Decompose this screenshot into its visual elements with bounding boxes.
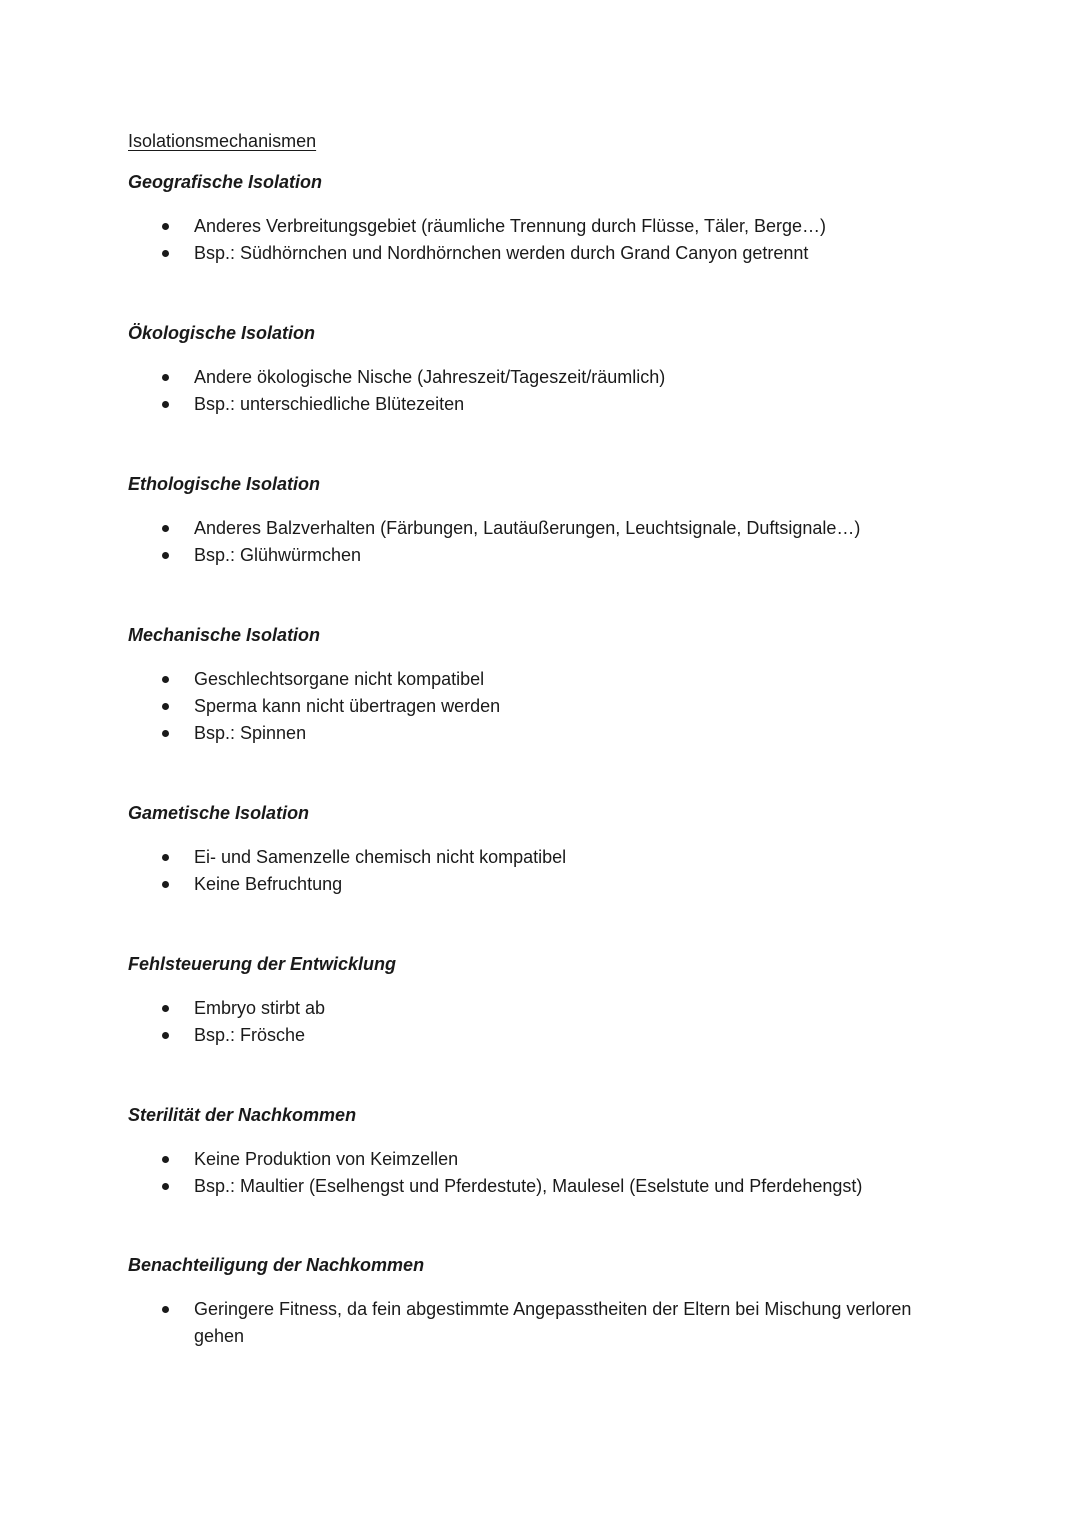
document-title: Isolationsmechanismen [128, 131, 317, 151]
list-item-text: Andere ökologische Nische (Jahreszeit/Tageszeit/räumlich) [194, 367, 666, 387]
bullet-list [128, 666, 948, 747]
bullet-icon [162, 703, 169, 710]
section-heading: Ökologische Isolation [128, 323, 316, 343]
section-oekologische-isolation [128, 322, 948, 418]
section-benachteiligung-der-nachkommen [128, 1254, 948, 1350]
section-fehlsteuerung-der-entwicklung [128, 953, 948, 1049]
bullet-icon [162, 1156, 169, 1163]
list-item [128, 515, 948, 542]
list-item-text: Sperma kann nicht übertragen werden [194, 696, 501, 716]
bullet-icon [162, 676, 169, 683]
bullet-icon [162, 1183, 169, 1190]
section-heading: Gametische Isolation [128, 803, 310, 823]
bullet-list [128, 515, 948, 569]
list-item-text: Embryo stirbt ab [194, 998, 326, 1018]
list-item [128, 1173, 948, 1200]
bullet-icon [162, 552, 169, 559]
bullet-list [128, 844, 948, 898]
section-heading: Benachteiligung der Nachkommen [128, 1255, 425, 1275]
list-item-text: Anderes Balzverhalten (Färbungen, Lautäußerungen, Leuchtsignale, Duftsignale…) [194, 518, 861, 538]
bullet-list [128, 213, 948, 267]
list-item-text: Bsp.: Spinnen [194, 723, 307, 743]
section-mechanische-isolation [128, 624, 948, 747]
list-item [128, 844, 948, 871]
list-item [128, 1146, 948, 1173]
section-ethologische-isolation [128, 473, 948, 569]
list-item-text: Bsp.: Frösche [194, 1025, 306, 1045]
bullet-icon [162, 1032, 169, 1039]
list-item [128, 693, 948, 720]
bullet-list [128, 1296, 948, 1350]
list-item-text: Ei- und Samenzelle chemisch nicht kompatibel [194, 847, 567, 867]
list-item [128, 871, 948, 898]
list-item-text: Keine Befruchtung [194, 874, 343, 894]
section-heading: Sterilität der Nachkommen [128, 1105, 357, 1125]
section-heading: Geografische Isolation [128, 172, 323, 192]
list-item [128, 542, 948, 569]
section-geografische-isolation [128, 171, 948, 267]
list-item-text: Bsp.: Glühwürmchen [194, 545, 362, 565]
list-item-text: Keine Produktion von Keimzellen [194, 1149, 459, 1169]
list-item [128, 666, 948, 693]
list-item-text: Bsp.: unterschiedliche Blütezeiten [194, 394, 465, 414]
section-sterilitaet-der-nachkommen [128, 1104, 948, 1200]
section-heading: Ethologische Isolation [128, 474, 321, 494]
bullet-icon [162, 1306, 169, 1313]
list-item [128, 240, 948, 267]
bullet-icon [162, 730, 169, 737]
list-item-text: Geringere Fitness, da fein abgestimmte Angepasstheiten der Eltern bei Mischung verloren gehen [194, 1299, 912, 1346]
bullet-icon [162, 223, 169, 230]
list-item-text: Bsp.: Südhörnchen und Nordhörnchen werden durch Grand Canyon getrennt [194, 243, 809, 263]
bullet-icon [162, 401, 169, 408]
list-item-text: Anderes Verbreitungsgebiet (räumliche Trennung durch Flüsse, Täler, Berge…) [194, 216, 827, 236]
list-item [128, 720, 948, 747]
list-item [128, 213, 948, 240]
bullet-icon [162, 881, 169, 888]
bullet-list [128, 364, 948, 418]
list-item [128, 995, 948, 1022]
bullet-icon [162, 374, 169, 381]
list-item-text: Bsp.: Maultier (Eselhengst und Pferdestute), Maulesel (Eselstute und Pferdehengst) [194, 1176, 863, 1196]
bullet-list [128, 995, 948, 1049]
list-item-text: Geschlechtsorgane nicht kompatibel [194, 669, 485, 689]
bullet-icon [162, 854, 169, 861]
bullet-list [128, 1146, 948, 1200]
list-item [128, 1296, 948, 1350]
list-item [128, 391, 948, 418]
bullet-icon [162, 525, 169, 532]
section-gametische-isolation [128, 802, 948, 898]
list-item [128, 1022, 948, 1049]
section-heading: Fehlsteuerung der Entwicklung [128, 954, 397, 974]
section-heading: Mechanische Isolation [128, 625, 321, 645]
list-item [128, 364, 948, 391]
bullet-icon [162, 250, 169, 257]
bullet-icon [162, 1005, 169, 1012]
